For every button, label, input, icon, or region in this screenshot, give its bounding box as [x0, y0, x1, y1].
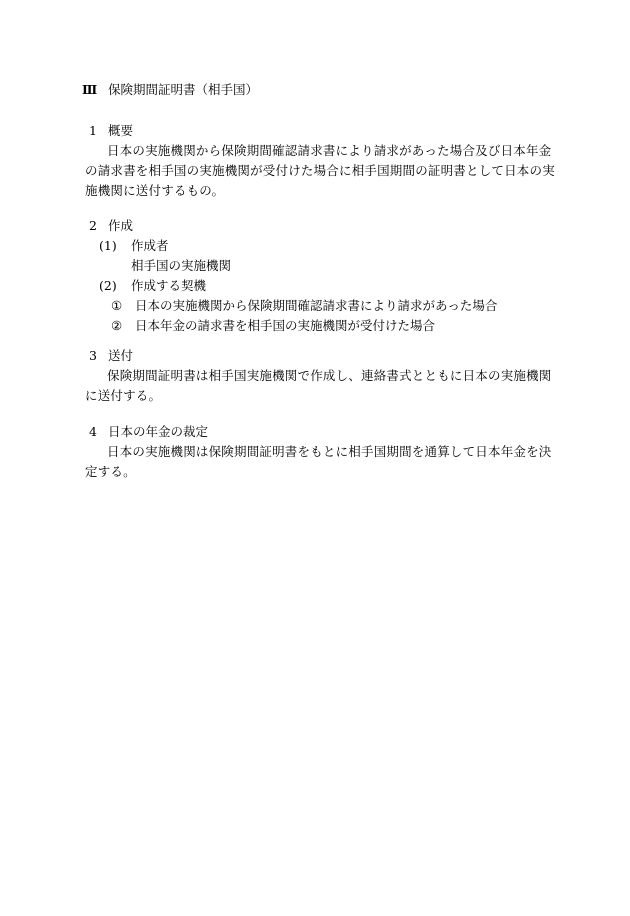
chapter-title: 保険期間証明書（相手国） [108, 82, 259, 97]
section-body: 日本の実施機関から保険期間確認請求書により請求があった場合及び日本年金の請求書を相手国の実施機関が受付けた場合に相手国期間の証明書として日本の実施機関に送付するもの。 [85, 143, 555, 198]
subsection-body: 相手国の実施機関 [131, 258, 232, 273]
section-number: 1 [89, 123, 97, 138]
section-title [85, 216, 563, 236]
section-body: 日本の実施機関は保険期間証明書をもとに相手国期間を通算して日本年金を決定する。 [85, 444, 552, 479]
list-marker: ② [111, 318, 123, 333]
section-title [85, 121, 563, 141]
subsection-trigger [85, 276, 563, 296]
section-number: 3 [89, 348, 97, 363]
subsection-title: 作成する契機 [131, 278, 207, 293]
chapter-heading [82, 80, 258, 100]
list-item [85, 296, 563, 316]
list-item-text: 日本年金の請求書を相手国の実施機関が受付けた場合 [135, 318, 436, 333]
section-number: 4 [89, 424, 97, 439]
section-body: 保険期間証明書は相手国実施機関で作成し、連絡書式とともに日本の実施機関に送付する。 [85, 368, 552, 403]
subsection-title: 作成者 [131, 238, 169, 253]
section-title-text: 送付 [108, 348, 134, 363]
subsection-number: (1) [99, 238, 117, 253]
subsection-creator [85, 236, 563, 256]
section-title-text: 日本の年金の裁定 [108, 424, 209, 439]
section-title [85, 346, 563, 366]
section-creation [85, 216, 563, 336]
section-title-text: 作成 [108, 218, 134, 233]
list-item [85, 316, 563, 336]
section-title [85, 422, 563, 442]
section-pension-decision [85, 422, 563, 482]
list-marker: ① [111, 298, 123, 313]
section-sending [85, 346, 563, 406]
section-overview [85, 121, 563, 201]
chapter-number: Ⅲ [82, 82, 98, 97]
subsection-number: (2) [99, 278, 117, 293]
section-number: 2 [89, 218, 97, 233]
section-title-text: 概要 [108, 123, 134, 138]
list-item-text: 日本の実施機関から保険期間確認請求書により請求があった場合 [135, 298, 498, 313]
